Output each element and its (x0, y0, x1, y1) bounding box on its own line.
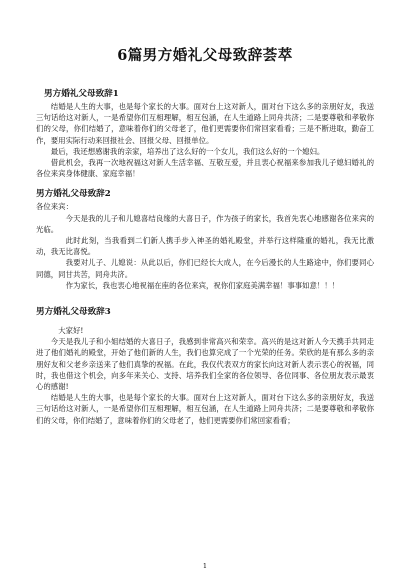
paragraph: 今天是我的儿子和儿媳喜结良缘的大喜日子，作为孩子的家长，我首先衷心地感谢各位来宾的光临。 (36, 213, 374, 234)
salutation: 各位来宾： (36, 202, 73, 212)
paragraph: 此时此刻，当我看到二们新人携手步入神圣的婚礼殿堂，并举行这样隆重的婚礼，我无比激动，我无比喜悦。 (36, 236, 374, 257)
speech-section-1 (36, 87, 374, 179)
paragraph: 最后，我还想感谢我的亲家，培养出了这么好的一个女儿，我们这么好的一个媳妇。 (50, 146, 325, 156)
paragraph: 借此机会，我再一次地祝福这对新人生活幸福、互敬互爱，并且衷心祝福来参加我儿子媳妇婚礼的各位来宾身体健康、家庭幸福！ (36, 158, 374, 179)
section-heading: 男方婚礼父母致辞1 (44, 89, 119, 99)
section-heading: 男方婚礼父母致辞2 (36, 189, 111, 200)
document-title: 6篇男方婚礼父母致辞荟萃 (117, 47, 293, 64)
paragraph: 结婚是人生的大事，也是每个家长的大事。面对台上这对新人，面对台下这么多的亲朋好友，我送三句话给这对新人，一是希望你们互相理解，相互包涵，在人生道路上同舟共济；二是要尊敬和孝敬你们的父母，你们结婚了，意味着你们的父母老了，他们更需要你们常回家看看；三是不断进取，勤奋工作，要用实际行动来回报社会、回报父母、回报单位。 (36, 102, 374, 145)
paragraph: 今天是我儿子和小姐结婚的大喜日子，我感到非常高兴和荣幸。高兴的是这对新人今天携手共同走进了他们婚礼的殿堂，开始了他们新的人生，我们也算完成了一个光荣的任务。荣欣的是有那么多的亲朋好友和父老乡亲送来了他们真挚的祝福。在此，我仅代表双方的家长向这对新人表示衷心的祝福，同时，我也借这个机会，向多年来关心、支持、培养我们全家的各位领导、各位同事、各位朋友表示最衷心的感谢! (36, 337, 374, 392)
paragraph: 我要对儿子、儿媳说：从此以后，你们已经长大成人，在今后漫长的人生路途中，你们要同心同德，同甘共苦，同舟共济。 (36, 258, 374, 279)
section-heading: 男方婚礼父母致辞3 (36, 307, 111, 318)
salutation: 大家好! (58, 326, 84, 336)
page-number: 1 (202, 562, 208, 570)
speech-section-2 (36, 187, 374, 291)
paragraph: 结婚是人生的大事，也是每个家长的大事。面对台上这对新人，面对台下这么多的亲朋好友，我送三句话给这对新人，一是希望你们互相理解，相互包涵，在人生道路上同舟共济；二是要尊敬和孝敬你们的父母，你们结婚了，意味着你们的父母老了，他们更需要你们常回家看看； (36, 393, 374, 425)
paragraph: 作为家长，我也衷心地祝福在座的各位来宾，祝你们家庭美满幸福！事事如意！！！ (65, 280, 340, 290)
speech-section-3 (36, 305, 374, 426)
